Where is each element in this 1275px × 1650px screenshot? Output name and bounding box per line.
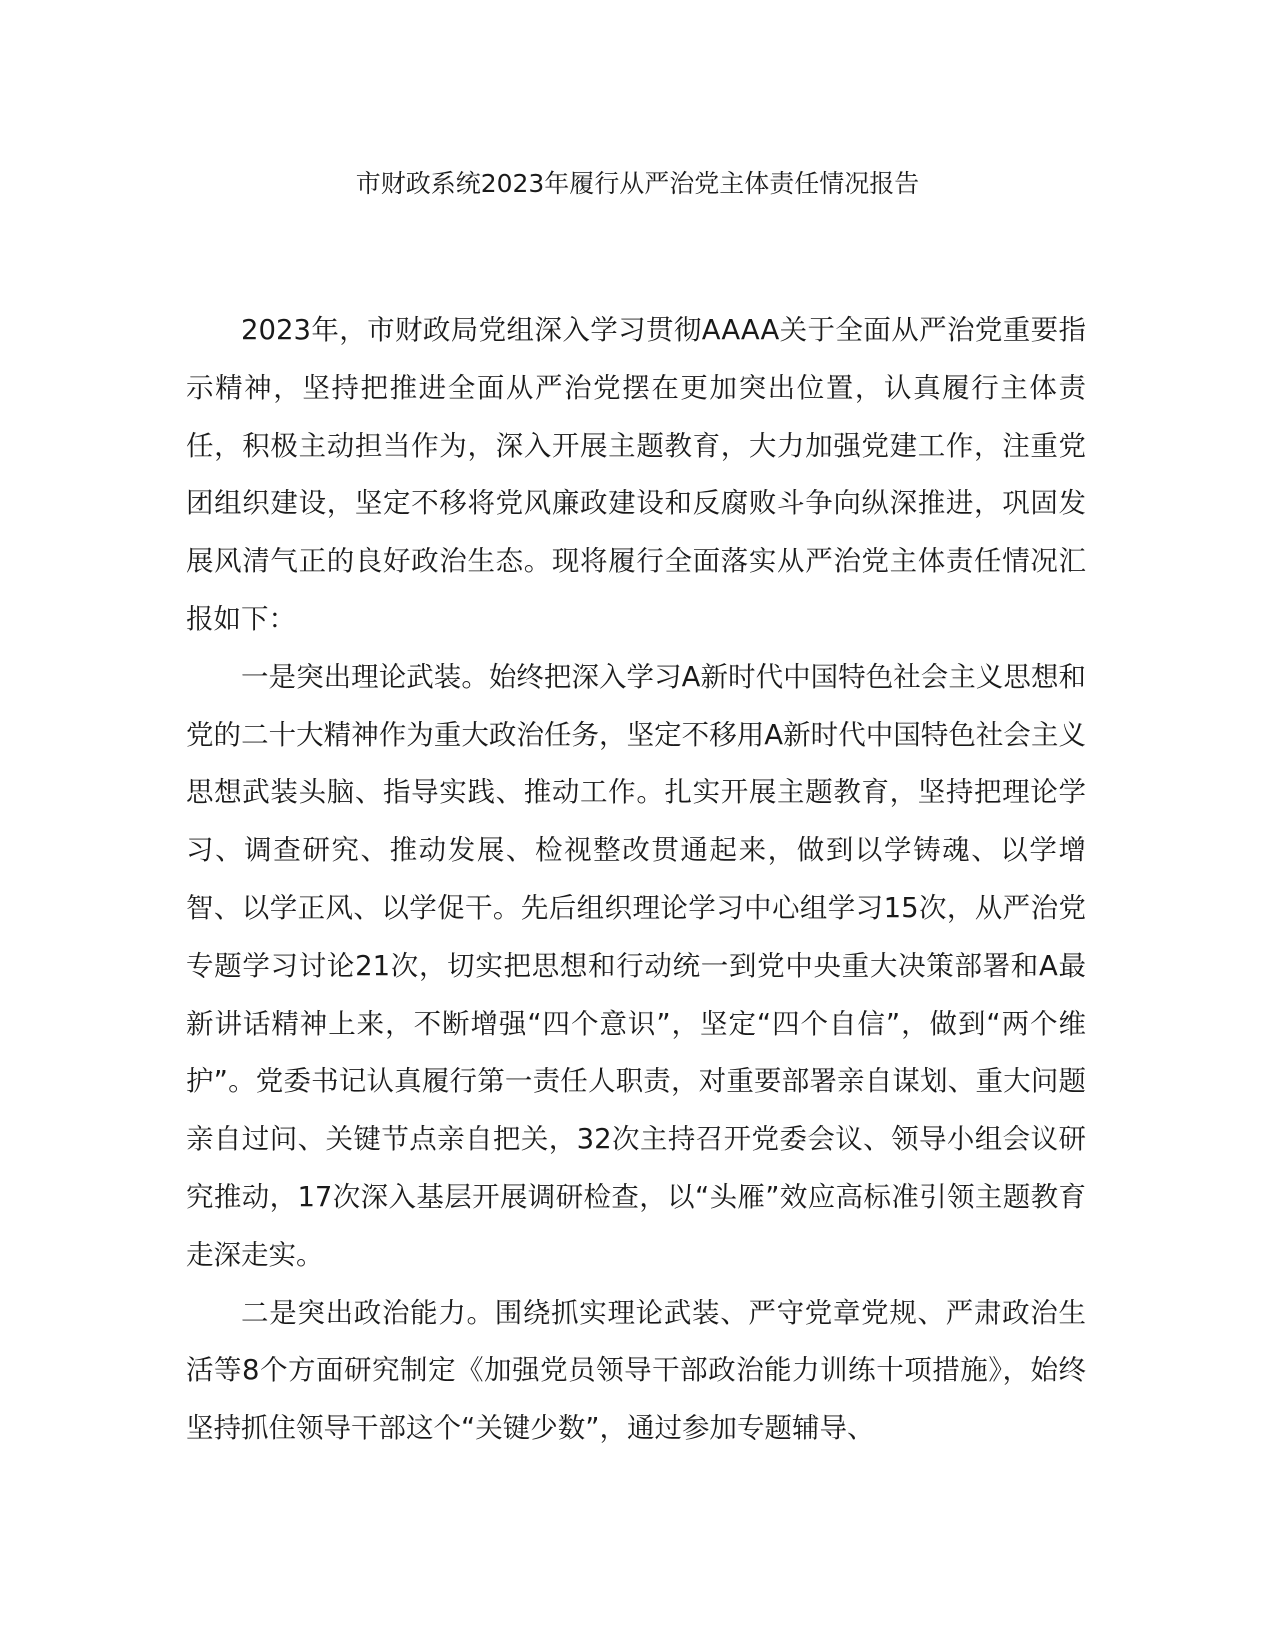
- paragraph-intro: 2023年，市财政局党组深入学习贯彻AAAA关于全面从严治党重要指示精神，坚持把推进全面从严治党摆在更加突出位置，认真履行主体责任，积极主动担当作为，深入开展主题教育，大力加强党建工作，注重党团组织建设，坚定不移将党风廉政建设和反腐败斗争向纵深推进，巩固发展风清气正的良好政治生态。现将履行全面落实从严治党主体责任情况汇报如下：: [186, 314, 1086, 635]
- document-title: 市财政系统2023年履行从严治党主体责任情况报告: [355, 169, 920, 198]
- paragraph-political-ability: 二是突出政治能力。围绕抓实理论武装、严守党章党规、严肃政治生活等8个方面研究制定《加强党员领导干部政治能力训练十项措施》，始终坚持抓住领导干部这个“关键少数”，通过参加专题辅导、: [186, 1296, 1086, 1445]
- paragraph-theory-armament: 一是突出理论武装。始终把深入学习A新时代中国特色社会主义思想和党的二十大精神作为重大政治任务，坚定不移用A新时代中国特色社会主义思想武装头脑、指导实践、推动工作。扎实开展主题教育，坚持把理论学习、调查研究、推动发展、检视整改贯通起来，做到以学铸魂、以学增智、以学正风、以学促干。先后组织理论学习中心组学习15次，从严治党专题学习讨论21次，切实把思想和行动统一到党中央重大决策部署和A最新讲话精神上来，不断增强“四个意识”，坚定“四个自信”，做到“两个维护”。党委书记认真履行第一责任人职责，对重要部署亲自谋划、重大问题亲自过问、关键节点亲自把关，32次主持召开党委会议、领导小组会议研究推动，17次深入基层开展调研检查，以“头雁”效应高标准引领主题教育走深走实。: [186, 660, 1086, 1271]
- document-body: [186, 302, 1086, 1458]
